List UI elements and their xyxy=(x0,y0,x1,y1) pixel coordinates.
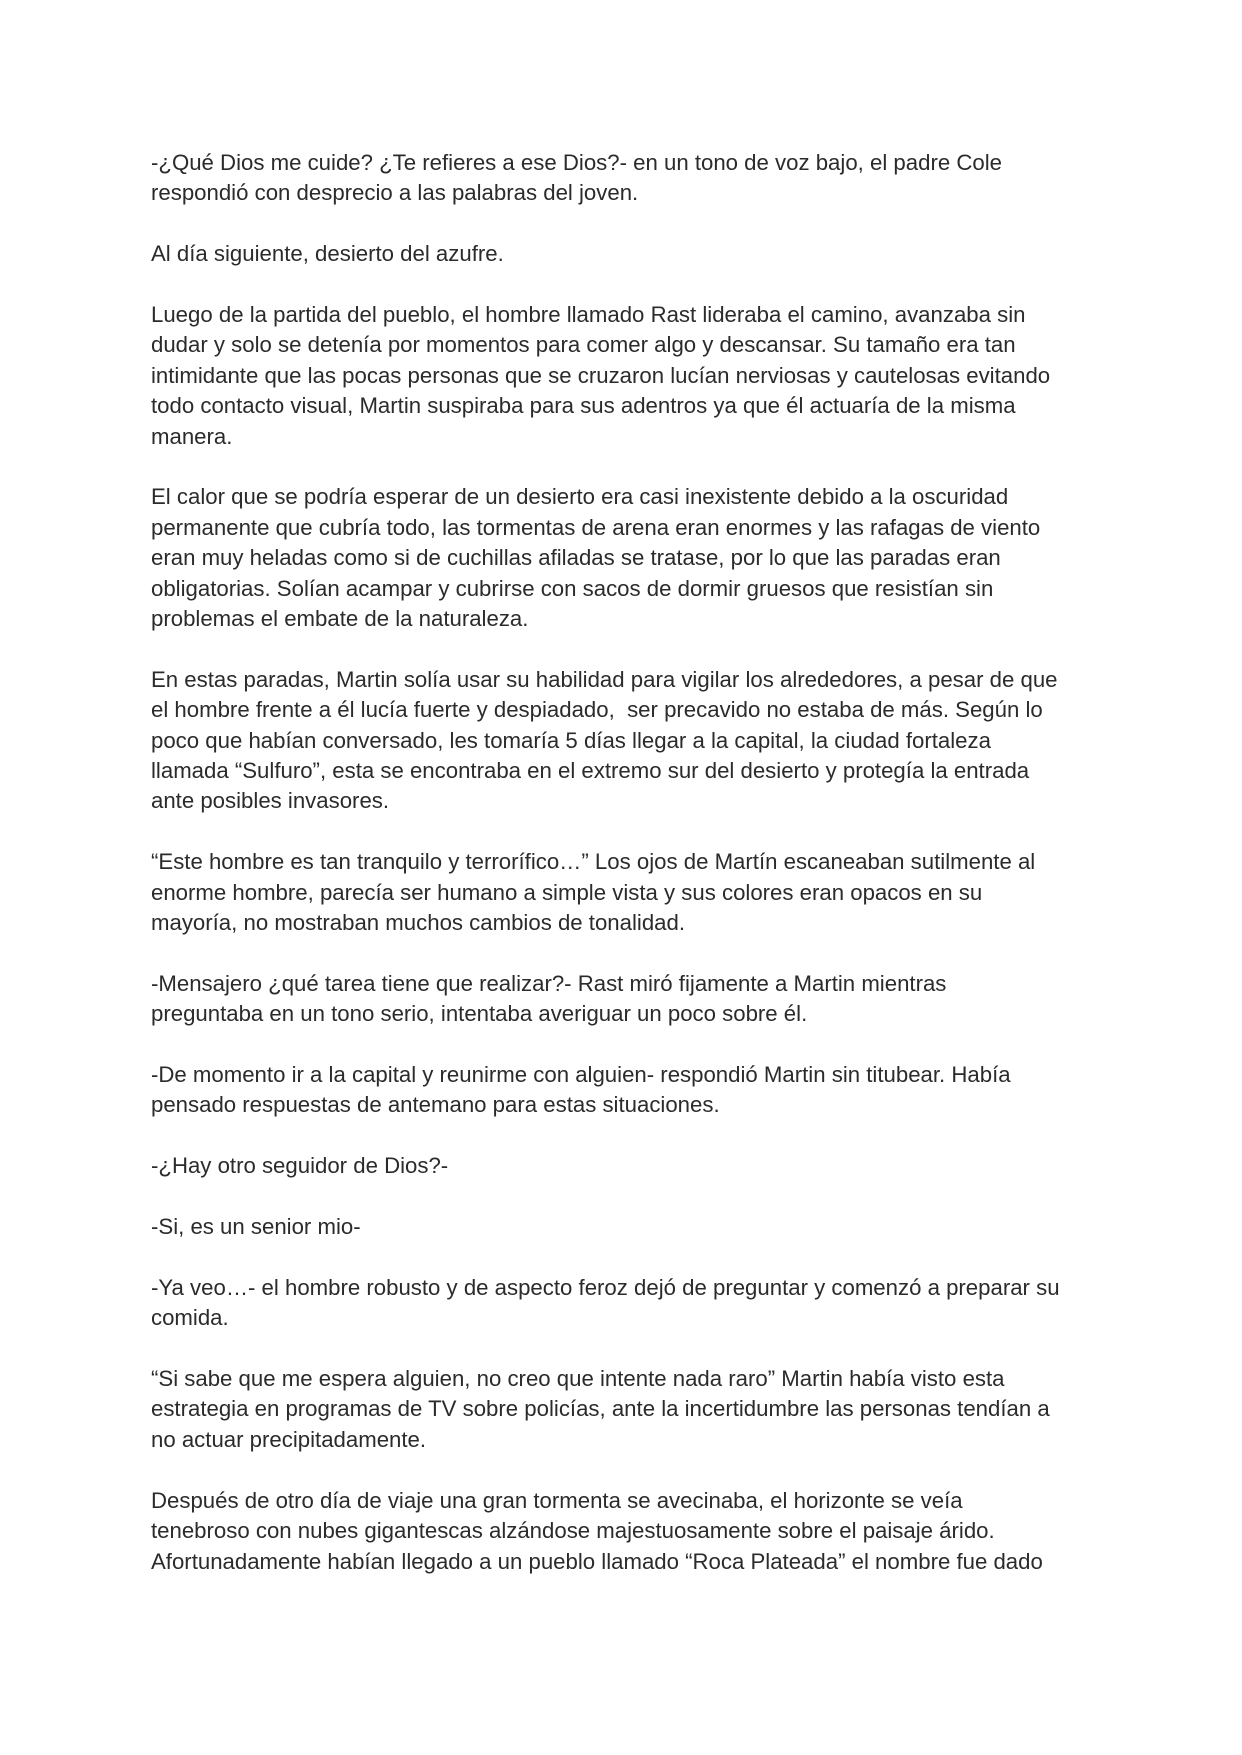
paragraph xyxy=(151,1212,1106,1242)
text-line: Afortunadamente habían llegado a un pueblo llamado “Roca Plateada” el nombre fue dado xyxy=(151,1548,1043,1574)
text-line: El calor que se podría esperar de un desierto era casi inexistente debido a la oscuridad xyxy=(151,484,1009,510)
text-line: permanente que cubría todo, las tormentas de arena eran enormes y las rafagas de viento xyxy=(151,514,1041,540)
text-line: problemas el embate de la naturaleza. xyxy=(151,606,529,632)
paragraph xyxy=(151,1486,1106,1577)
text-line: obligatorias. Solían acampar y cubrirse con sacos de dormir gruesos que resistían sin xyxy=(151,575,994,601)
text-line: -Ya veo…- el hombre robusto y de aspecto feroz dejó de preguntar y comenzó a preparar su xyxy=(151,1274,1060,1300)
text-line: todo contacto visual, Martin suspiraba para sus adentros ya que él actuaría de la misma xyxy=(151,393,1016,419)
text-line: “Si sabe que me espera alguien, no creo que intente nada raro” Martin había visto esta xyxy=(151,1366,1005,1392)
paragraph xyxy=(151,482,1106,634)
text-line: poco que habían conversado, les tomaría 5 días llegar a la capital, la ciudad fortaleza xyxy=(151,727,991,753)
text-line: el hombre frente a él lucía fuerte y despiadado, ser precavido no estaba de más. Según lo xyxy=(151,697,1043,723)
text-line: no actuar precipitadamente. xyxy=(151,1426,427,1452)
text-line: -¿Hay otro seguidor de Dios?- xyxy=(151,1153,449,1179)
document-body xyxy=(151,148,1106,1607)
text-line: comida. xyxy=(151,1305,229,1331)
text-line: eran muy heladas como si de cuchillas afiladas se tratase, por lo que las paradas eran xyxy=(151,545,1001,571)
text-line: mayoría, no mostraban muchos cambios de tonalidad. xyxy=(151,910,686,936)
text-line: Al día siguiente, desierto del azufre. xyxy=(151,241,504,267)
text-line: pensado respuestas de antemano para estas situaciones. xyxy=(151,1092,720,1118)
text-line: estrategia en programas de TV sobre policías, ante la incertidumbre las personas tendían a xyxy=(151,1396,1050,1422)
paragraph xyxy=(151,665,1106,817)
paragraph xyxy=(151,148,1106,209)
text-line: -Si, es un senior mio- xyxy=(151,1214,361,1240)
text-line: -Mensajero ¿qué tarea tiene que realizar?- Rast miró fijamente a Martin mientras xyxy=(151,970,947,996)
text-line: enorme hombre, parecía ser humano a simple vista y sus colores eran opacos en su xyxy=(151,879,983,905)
text-line: llamada “Sulfuro”, esta se encontraba en el extremo sur del desierto y protegía la entrada xyxy=(151,758,1030,784)
text-line: Luego de la partida del pueblo, el hombre llamado Rast lideraba el camino, avanzaba sin xyxy=(151,302,1026,327)
text-line: “Este hombre es tan tranquilo y terrorífico…” Los ojos de Martín escaneaban sutilmente al xyxy=(151,849,1036,875)
text-line: intimidante que las pocas personas que se cruzaron lucían nerviosas y cautelosas evitando xyxy=(151,362,1051,388)
paragraph xyxy=(151,969,1106,1030)
text-line: tenebroso con nubes gigantescas alzándose majestuosamente sobre el paisaje árido. xyxy=(151,1518,995,1544)
paragraph xyxy=(151,239,1106,269)
paragraph xyxy=(151,1364,1106,1455)
text-line: Después de otro día de viaje una gran tormenta se avecinaba, el horizonte se veía xyxy=(151,1487,963,1513)
text-line: manera. xyxy=(151,423,233,449)
text-line: respondió con desprecio a las palabras del joven. xyxy=(151,180,639,206)
text-line: ante posibles invasores. xyxy=(151,788,390,814)
text-line: -De momento ir a la capital y reunirme con alguien- respondió Martin sin titubear. Había xyxy=(151,1062,1011,1088)
text-line: En estas paradas, Martin solía usar su habilidad para vigilar los alrededores, a pesar de que xyxy=(151,666,1058,692)
paragraph xyxy=(151,1273,1106,1334)
paragraph xyxy=(151,847,1106,938)
text-line: dudar y solo se detenía por momentos para comer algo y descansar. Su tamaño era tan xyxy=(151,332,1016,358)
text-line: -¿Qué Dios me cuide? ¿Te refieres a ese Dios?- en un tono de voz bajo, el padre Cole xyxy=(151,150,1002,175)
paragraph xyxy=(151,300,1106,452)
paragraph xyxy=(151,1060,1106,1121)
paragraph xyxy=(151,1151,1106,1181)
text-line: preguntaba en un tono serio, intentaba averiguar un poco sobre él. xyxy=(151,1001,808,1027)
